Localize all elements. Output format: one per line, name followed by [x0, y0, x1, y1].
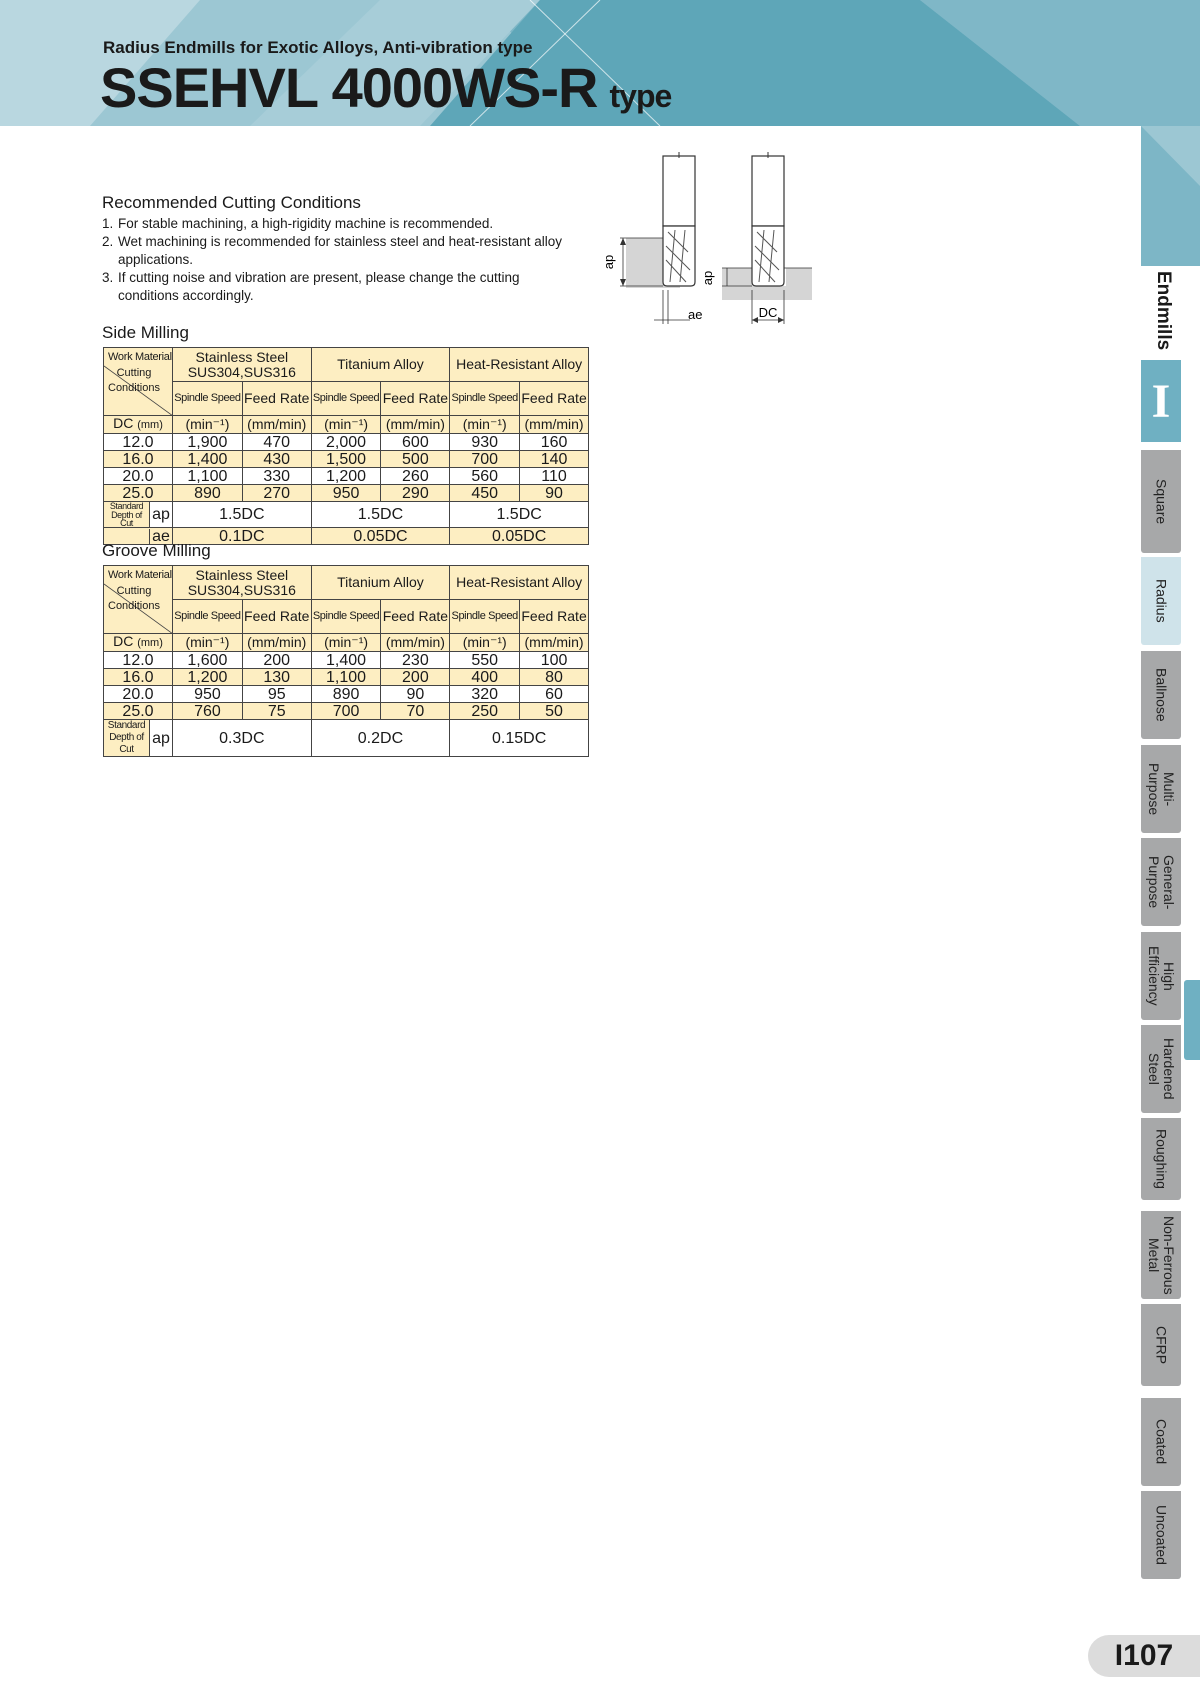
- table-cell: 550: [450, 652, 520, 669]
- dc-label: DC (mm): [104, 416, 173, 434]
- table-cell: 950: [173, 686, 243, 703]
- table-cell: 95: [242, 686, 311, 703]
- table-cell: 290: [381, 485, 450, 502]
- table-cell: 140: [520, 451, 589, 468]
- rail-tab-uncoated[interactable]: Uncoated: [1141, 1491, 1181, 1579]
- dc-value: 16.0: [104, 451, 173, 468]
- table-cell: 50: [520, 703, 589, 720]
- table-cell: 1,400: [173, 451, 243, 468]
- table-cell: 930: [450, 434, 520, 451]
- table-cell: 1,600: [173, 652, 243, 669]
- recommended-heading: Recommended Cutting Conditions: [102, 193, 361, 212]
- depth-value: 1.5DC: [450, 502, 589, 528]
- diagram-dc: DC: [758, 305, 778, 320]
- table-cell: 230: [381, 652, 450, 669]
- header-banner: [0, 0, 1200, 126]
- rail-tab-general-purpose[interactable]: General- Purpose: [1141, 838, 1181, 926]
- depth-value: 0.1DC: [173, 528, 312, 545]
- depth-value: 0.05DC: [311, 528, 450, 545]
- table-row: [104, 652, 589, 669]
- depth-of-cut-row-ap: [104, 502, 589, 528]
- table-cell: 1,400: [311, 652, 381, 669]
- material-heat-resistant: Heat-Resistant Alloy: [450, 566, 589, 600]
- side-milling-table: Work Material Cutting Conditions Stainless Steel SUS304,SUS316 Titanium Alloy Heat-Resistant Alloy Spindle Speed Feed Rate Spindle Speed Feed Rate Spindle Speed Feed Rate DC (mm) (min⁻¹) (mm/min) (min⁻¹) (mm/min) (min⁻¹) (mm/min) 12.0 1,900 470 2,000 600 930 160 16.0 1,400 430 1,500 500 700 140 20.0 1,100 330 1,200 260 560 110 25.0 890 270 950 290 450 90 Standard Depth of Cut ap 1.5DC 1.5DC 1.5DC ae 0.1DC 0.05DC 0.05DC: [103, 347, 589, 545]
- table-row: [104, 434, 589, 451]
- rail-tab-coated[interactable]: Coated: [1141, 1398, 1181, 1486]
- rail-decoration: [1141, 126, 1200, 266]
- depth-of-cut-row-ap: [104, 720, 589, 757]
- dc-value: 12.0: [104, 434, 173, 451]
- table-cell: 1,100: [311, 669, 381, 686]
- table-cell: 2,000: [311, 434, 381, 451]
- depth-value: 0.3DC: [173, 720, 312, 757]
- rail-page-marker: [1184, 980, 1200, 1060]
- table-row: [104, 485, 589, 502]
- material-titanium: Titanium Alloy: [311, 566, 450, 600]
- dc-value: 20.0: [104, 468, 173, 485]
- dc-value: 20.0: [104, 686, 173, 703]
- diagram-ap-right: ap: [700, 270, 715, 286]
- table-corner: Work Material Cutting Conditions: [104, 348, 173, 416]
- table-row: [104, 686, 589, 703]
- rail-tab-radius[interactable]: Radius: [1141, 557, 1181, 645]
- table-cell: 90: [381, 686, 450, 703]
- table-cell: 160: [520, 434, 589, 451]
- rail-tab-non-ferrous-metal[interactable]: Non-Ferrous Metal: [1141, 1211, 1181, 1299]
- table-cell: 1,200: [173, 669, 243, 686]
- material-heat-resistant: Heat-Resistant Alloy: [450, 348, 589, 382]
- table-cell: 430: [242, 451, 311, 468]
- table-row: [104, 451, 589, 468]
- table-cell: 470: [242, 434, 311, 451]
- product-name: SSEHVL 4000WS-R: [100, 56, 598, 119]
- dc-label: DC (mm): [104, 634, 173, 652]
- recommended-item: 2. Wet machining is recommended for stainless steel and heat-resistant alloy applications.: [102, 234, 562, 267]
- table-cell: 200: [242, 652, 311, 669]
- table-cell: 950: [311, 485, 381, 502]
- table-cell: 500: [381, 451, 450, 468]
- depth-value: 0.05DC: [450, 528, 589, 545]
- rail-tab-high-efficiency[interactable]: High Efficiency: [1141, 932, 1181, 1020]
- table-cell: 75: [242, 703, 311, 720]
- depth-value: 1.5DC: [311, 502, 450, 528]
- recommended-item: 3. If cutting noise and vibration are present, please change the cutting conditions accordingly.: [102, 270, 520, 303]
- recommended-list: [102, 215, 572, 305]
- rail-tab-ballnose[interactable]: Ballnose: [1141, 651, 1181, 739]
- depth-value: 0.15DC: [450, 720, 589, 757]
- table-cell: 890: [173, 485, 243, 502]
- rail-section-label: Endmills: [1153, 271, 1174, 351]
- table-cell: 70: [381, 703, 450, 720]
- table-cell: 270: [242, 485, 311, 502]
- depth-value: 0.2DC: [311, 720, 450, 757]
- title-type-suffix: type: [609, 78, 672, 114]
- table-cell: 560: [450, 468, 520, 485]
- groove-workpiece-right: [786, 268, 812, 300]
- table-cell: 700: [311, 703, 381, 720]
- table-cell: 60: [520, 686, 589, 703]
- table-cell: 400: [450, 669, 520, 686]
- dc-value: 16.0: [104, 669, 173, 686]
- dc-value: 12.0: [104, 652, 173, 669]
- groove-tool-shank: [752, 156, 784, 226]
- dc-value: 25.0: [104, 703, 173, 720]
- table-cell: 100: [520, 652, 589, 669]
- table-cell: 450: [450, 485, 520, 502]
- rail-index-letter: I: [1141, 360, 1181, 442]
- rail-tab-hardened-steel[interactable]: Hardened Steel: [1141, 1025, 1181, 1113]
- side-milling-heading: Side Milling: [102, 323, 189, 342]
- table-cell: 1,500: [311, 451, 381, 468]
- side-tool-shank: [663, 156, 695, 226]
- table-row: [104, 669, 589, 686]
- rail-tab-multi-purpose[interactable]: Multi- Purpose: [1141, 745, 1181, 833]
- diagram-ae: ae: [688, 307, 703, 322]
- depth-value: 1.5DC: [173, 502, 312, 528]
- recommended-item: 1. For stable machining, a high-rigidity machine is recommended.: [102, 216, 494, 231]
- table-cell: 890: [311, 686, 381, 703]
- groove-workpiece-left: [722, 268, 752, 300]
- side-workpiece: [626, 238, 668, 288]
- table-cell: 110: [520, 468, 589, 485]
- dc-value: 25.0: [104, 485, 173, 502]
- table-row: [104, 468, 589, 485]
- depth-label: Standard Depth of Cut ap: [104, 720, 173, 757]
- table-cell: 90: [520, 485, 589, 502]
- table-cell: 700: [450, 451, 520, 468]
- table-cell: 1,200: [311, 468, 381, 485]
- depth-label: Standard Depth of Cut ap: [104, 502, 173, 528]
- page-subtitle: Radius Endmills for Exotic Alloys, Anti-vibration type: [103, 38, 533, 57]
- groove-milling-table: Work Material Cutting Conditions Stainless Steel SUS304,SUS316 Titanium Alloy Heat-Resistant Alloy Spindle Speed Feed Rate Spindle Speed Feed Rate Spindle Speed Feed Rate DC (mm) (min⁻¹) (mm/min) (min⁻¹) (mm/min) (min⁻¹) (mm/min) 12.0 1,600 200 1,400 230 550 100 16.0 1,200 130 1,100 200 400 80 20.0 950 95 890 90 320 60 25.0 760 75 700 70 250 50 Standard Depth of Cut ap 0.3DC 0.2DC 0.15DC: [103, 565, 589, 757]
- material-titanium: Titanium Alloy: [311, 348, 450, 382]
- table-cell: 1,900: [173, 434, 243, 451]
- table-cell: 320: [450, 686, 520, 703]
- depth-label: ae: [104, 528, 173, 545]
- table-cell: 80: [520, 669, 589, 686]
- diagram-ap-left: ap: [601, 254, 616, 270]
- page-title: [100, 56, 671, 126]
- material-stainless: Stainless Steel SUS304,SUS316: [173, 348, 312, 382]
- table-cell: 260: [381, 468, 450, 485]
- rail-tab-cfrp[interactable]: CFRP: [1141, 1304, 1181, 1386]
- table-row: [104, 703, 589, 720]
- table-cell: 250: [450, 703, 520, 720]
- table-cell: 600: [381, 434, 450, 451]
- rail-tab-roughing[interactable]: Roughing: [1141, 1118, 1181, 1200]
- groove-milling-heading: Groove Milling: [102, 541, 211, 560]
- cutting-diagram: [600, 150, 830, 330]
- table-cell: 760: [173, 703, 243, 720]
- table-corner: Work Material Cutting Conditions: [104, 566, 173, 634]
- table-cell: 1,100: [173, 468, 243, 485]
- rail-tab-square[interactable]: Square: [1141, 450, 1181, 553]
- table-cell: 130: [242, 669, 311, 686]
- material-stainless: Stainless Steel SUS304,SUS316: [173, 566, 312, 600]
- page-number: I107: [1088, 1635, 1200, 1677]
- table-cell: 200: [381, 669, 450, 686]
- table-cell: 330: [242, 468, 311, 485]
